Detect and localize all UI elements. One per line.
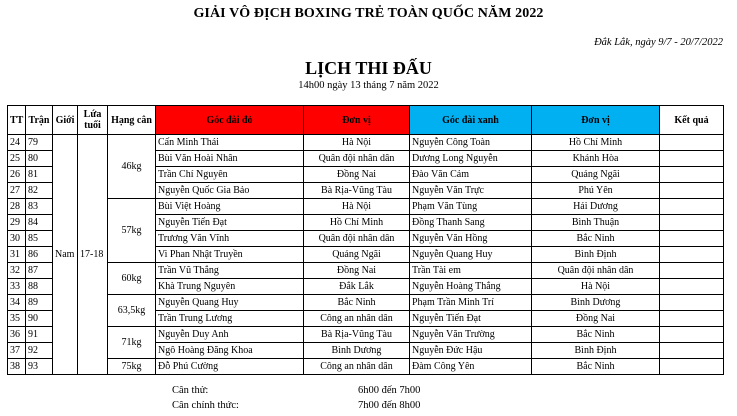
cell-red-unit: Quân đội nhân dân xyxy=(304,151,410,167)
cell-tran: 91 xyxy=(26,327,53,343)
cell-weight-class: 71kg xyxy=(108,327,156,359)
cell-red-unit: Quân đội nhân dân xyxy=(304,231,410,247)
cell-red-corner: Nguyễn Duy Anh xyxy=(156,327,304,343)
schedule-subtitle: 14h00 ngày 13 tháng 7 năm 2022 xyxy=(298,80,439,91)
col-ket-qua: Kết quả xyxy=(660,106,724,135)
cell-blue-unit: Hà Nội xyxy=(532,279,660,295)
cell-red-corner: Nguyễn Quang Huy xyxy=(156,295,304,311)
cell-blue-unit: Bình Định xyxy=(532,343,660,359)
cell-result xyxy=(660,279,724,295)
cell-tran: 83 xyxy=(26,199,53,215)
cell-tt: 25 xyxy=(8,151,26,167)
cell-weight-class: 57kg xyxy=(108,199,156,263)
cell-tran: 86 xyxy=(26,247,53,263)
table-header-row xyxy=(8,106,724,135)
cell-tt: 33 xyxy=(8,279,26,295)
cell-result xyxy=(660,263,724,279)
cell-red-unit: Bắc Ninh xyxy=(304,295,410,311)
cell-red-corner: Trần Trung Lương xyxy=(156,311,304,327)
cell-red-corner: Bùi Việt Hoàng xyxy=(156,199,304,215)
cell-red-corner: Trương Văn Vĩnh xyxy=(156,231,304,247)
cell-blue-corner: Nguyễn Văn Trực xyxy=(410,183,532,199)
place-date: Đắk Lắk, ngày 9/7 - 20/7/2022 xyxy=(594,37,723,48)
cell-tran: 85 xyxy=(26,231,53,247)
col-gioi: Giới xyxy=(53,106,78,135)
cell-red-corner: Trần Chí Nguyên xyxy=(156,167,304,183)
weigh-in-official-label: Cân chính thức: xyxy=(172,400,239,411)
cell-blue-unit: Quảng Ngãi xyxy=(532,167,660,183)
cell-red-corner: Bùi Văn Hoài Nhân xyxy=(156,151,304,167)
cell-tt: 32 xyxy=(8,263,26,279)
cell-weight-class: 75kg xyxy=(108,359,156,375)
cell-blue-corner: Nguyễn Văn Trường xyxy=(410,327,532,343)
table-body xyxy=(8,135,724,375)
cell-tran: 81 xyxy=(26,167,53,183)
cell-tran: 89 xyxy=(26,295,53,311)
cell-result xyxy=(660,343,724,359)
cell-red-unit: Hồ Chí Minh xyxy=(304,215,410,231)
cell-red-unit: Đồng Nai xyxy=(304,167,410,183)
cell-result xyxy=(660,231,724,247)
col-tran: Trận xyxy=(26,106,53,135)
cell-red-unit: Bình Dương xyxy=(304,343,410,359)
table-row xyxy=(8,359,724,375)
cell-blue-corner: Phạm Văn Tùng xyxy=(410,199,532,215)
cell-tran: 90 xyxy=(26,311,53,327)
cell-tt: 37 xyxy=(8,343,26,359)
table-row xyxy=(8,327,724,343)
cell-blue-corner: Nguyễn Tiến Đạt xyxy=(410,311,532,327)
cell-red-unit: Bà Rịa-Vũng Tàu xyxy=(304,327,410,343)
tournament-title: GIẢI VÔ ĐỊCH BOXING TRẺ TOÀN QUỐC NĂM 2022 xyxy=(193,6,544,21)
cell-tt: 29 xyxy=(8,215,26,231)
cell-tran: 88 xyxy=(26,279,53,295)
cell-result xyxy=(660,295,724,311)
cell-red-corner: Trần Vũ Thắng xyxy=(156,263,304,279)
cell-tran: 92 xyxy=(26,343,53,359)
cell-blue-corner: Nguyễn Đức Hậu xyxy=(410,343,532,359)
cell-blue-corner: Nguyễn Hoàng Thắng xyxy=(410,279,532,295)
schedule-table xyxy=(7,105,724,375)
col-goc-xanh: Góc đài xanh xyxy=(410,106,532,135)
cell-blue-corner: Phạm Trần Minh Trí xyxy=(410,295,532,311)
cell-red-unit: Quảng Ngãi xyxy=(304,247,410,263)
cell-red-unit: Công an nhân dân xyxy=(304,311,410,327)
cell-age-group: 17-18 xyxy=(78,135,108,375)
cell-result xyxy=(660,183,724,199)
cell-red-corner: Vi Phan Nhật Truyền xyxy=(156,247,304,263)
cell-blue-unit: Bắc Ninh xyxy=(532,327,660,343)
cell-red-unit: Công an nhân dân xyxy=(304,359,410,375)
cell-red-unit: Đắk Lắk xyxy=(304,279,410,295)
cell-result xyxy=(660,151,724,167)
cell-tt: 34 xyxy=(8,295,26,311)
cell-blue-corner: Nguyễn Văn Hồng xyxy=(410,231,532,247)
cell-tran: 82 xyxy=(26,183,53,199)
cell-tt: 31 xyxy=(8,247,26,263)
cell-blue-corner: Nguyễn Quang Huy xyxy=(410,247,532,263)
cell-tt: 38 xyxy=(8,359,26,375)
cell-tt: 35 xyxy=(8,311,26,327)
cell-weight-class: 63,5kg xyxy=(108,295,156,327)
cell-blue-corner: Dương Long Nguyễn xyxy=(410,151,532,167)
cell-blue-corner: Đàm Công Yên xyxy=(410,359,532,375)
cell-tran: 80 xyxy=(26,151,53,167)
weigh-in-official xyxy=(172,400,420,411)
cell-gender: Nam xyxy=(53,135,78,375)
cell-result xyxy=(660,135,724,151)
cell-result xyxy=(660,215,724,231)
cell-red-corner: Khà Trung Nguyên xyxy=(156,279,304,295)
cell-red-corner: Cấn Minh Thái xyxy=(156,135,304,151)
cell-blue-unit: Bình Thuận xyxy=(532,215,660,231)
col-don-vi-xanh: Đơn vị xyxy=(532,106,660,135)
cell-red-unit: Đồng Nai xyxy=(304,263,410,279)
table-row xyxy=(8,135,724,151)
col-tt: TT xyxy=(8,106,26,135)
cell-tt: 27 xyxy=(8,183,26,199)
cell-weight-class: 60kg xyxy=(108,263,156,295)
cell-red-corner: Nguyễn Quốc Gia Bảo xyxy=(156,183,304,199)
cell-tran: 93 xyxy=(26,359,53,375)
cell-blue-unit: Hồ Chí Minh xyxy=(532,135,660,151)
cell-blue-unit: Bắc Ninh xyxy=(532,231,660,247)
cell-tran: 84 xyxy=(26,215,53,231)
cell-tt: 36 xyxy=(8,327,26,343)
cell-red-corner: Nguyễn Tiến Đạt xyxy=(156,215,304,231)
cell-red-unit: Hà Nội xyxy=(304,199,410,215)
cell-red-unit: Hà Nội xyxy=(304,135,410,151)
cell-blue-unit: Bắc Ninh xyxy=(532,359,660,375)
cell-red-unit: Bà Rịa-Vũng Tàu xyxy=(304,183,410,199)
cell-blue-unit: Hải Dương xyxy=(532,199,660,215)
cell-blue-unit: Phú Yên xyxy=(532,183,660,199)
weigh-in-trial xyxy=(172,385,420,396)
col-goc-do: Góc đài đỏ xyxy=(156,106,304,135)
cell-result xyxy=(660,199,724,215)
cell-blue-corner: Nguyễn Công Toàn xyxy=(410,135,532,151)
schedule-title: LỊCH THI ĐẤU xyxy=(305,58,432,78)
cell-tran: 79 xyxy=(26,135,53,151)
cell-tt: 30 xyxy=(8,231,26,247)
col-hang-can: Hạng cân xyxy=(108,106,156,135)
cell-blue-unit: Khánh Hòa xyxy=(532,151,660,167)
cell-blue-unit: Quân đội nhân dân xyxy=(532,263,660,279)
weigh-in-official-time: 7h00 đến 8h00 xyxy=(358,400,421,411)
cell-blue-corner: Trần Tài em xyxy=(410,263,532,279)
cell-tt: 24 xyxy=(8,135,26,151)
col-lua-tuoi: Lứa tuổi xyxy=(78,106,108,135)
cell-tt: 26 xyxy=(8,167,26,183)
cell-blue-unit: Đồng Nai xyxy=(532,311,660,327)
cell-blue-corner: Đồng Thanh Sang xyxy=(410,215,532,231)
col-don-vi-do: Đơn vị xyxy=(304,106,410,135)
table-row xyxy=(8,199,724,215)
cell-tt: 28 xyxy=(8,199,26,215)
cell-red-corner: Đỗ Phú Cường xyxy=(156,359,304,375)
cell-red-corner: Ngô Hoàng Đăng Khoa xyxy=(156,343,304,359)
cell-blue-unit: Bình Dương xyxy=(532,295,660,311)
cell-result xyxy=(660,167,724,183)
weigh-in-trial-time: 6h00 đến 7h00 xyxy=(358,385,421,396)
table-row xyxy=(8,295,724,311)
table-row xyxy=(8,263,724,279)
cell-weight-class: 46kg xyxy=(108,135,156,199)
cell-result xyxy=(660,359,724,375)
weigh-in-trial-label: Cân thử: xyxy=(172,385,209,396)
cell-tran: 87 xyxy=(26,263,53,279)
cell-result xyxy=(660,311,724,327)
cell-result xyxy=(660,247,724,263)
cell-blue-unit: Bình Định xyxy=(532,247,660,263)
cell-result xyxy=(660,327,724,343)
cell-blue-corner: Đào Văn Cảm xyxy=(410,167,532,183)
